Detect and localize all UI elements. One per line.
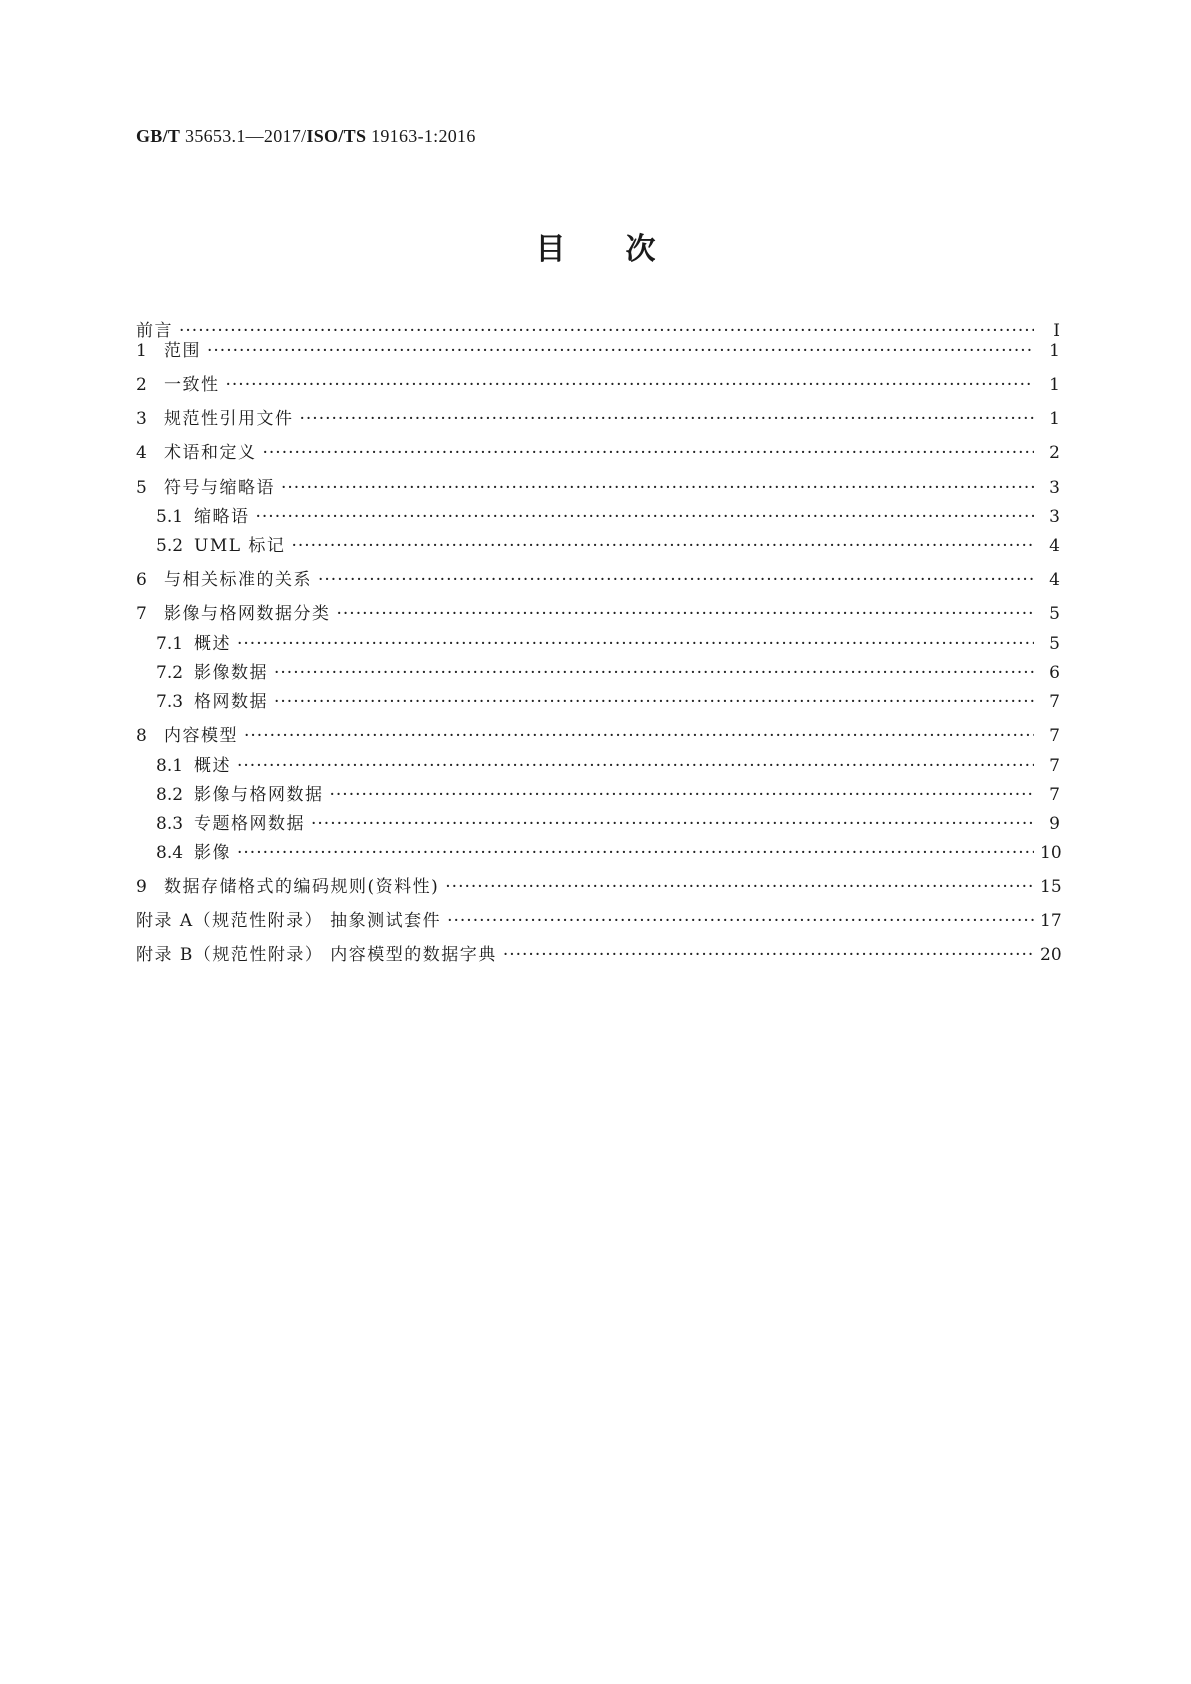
toc-entry-number: 8.4: [156, 843, 184, 863]
toc-leader: [330, 784, 1035, 806]
toc-entry-number: 7.3: [156, 692, 184, 712]
toc-title: 目次: [535, 232, 716, 267]
doc-code-isots: ISO/TS: [306, 126, 367, 146]
toc-entry-page: 5: [1049, 634, 1060, 654]
toc-entry-number: 7.2: [156, 663, 184, 683]
toc-entry-foreword[interactable]: [136, 320, 1060, 342]
toc-entry-text: 影像与格网数据分类: [164, 604, 331, 624]
toc-entry-5[interactable]: [136, 477, 1060, 499]
toc-entry-7-2[interactable]: [156, 662, 1060, 684]
toc-entry-text: 术语和定义: [164, 443, 257, 463]
toc-entry-text: 数据存储格式的编码规则(资料性): [164, 877, 440, 897]
toc-entry-page: 3: [1049, 478, 1060, 498]
toc-entry-page: 4: [1049, 570, 1060, 590]
toc-leader: [237, 842, 1034, 864]
toc-entry-number: 2: [136, 375, 147, 395]
toc-entry-page: 15: [1040, 877, 1062, 897]
toc-entry-page: 9: [1049, 814, 1060, 834]
toc-entry-number: 7.1: [156, 634, 184, 654]
toc-entry-page: 17: [1040, 911, 1062, 931]
toc-leader: [274, 662, 1034, 684]
toc-entry-6[interactable]: [136, 569, 1060, 591]
toc-leader: [291, 535, 1034, 557]
toc-entry-text: 内容模型: [164, 726, 238, 746]
toc-leader: [237, 755, 1034, 777]
toc-entry-text: 附录 B（规范性附录） 内容模型的数据字典: [136, 945, 497, 965]
toc-entry-text: 影像与格网数据: [194, 785, 324, 805]
toc-entry-page: 1: [1049, 409, 1060, 429]
toc-leader: [263, 442, 1035, 464]
toc-entry-page: 6: [1049, 663, 1060, 683]
doc-code-iso-number: 19163-1:2016: [366, 126, 476, 146]
toc-entry-8[interactable]: [136, 725, 1060, 747]
toc-entry-8-2[interactable]: [156, 784, 1060, 806]
toc-entry-text: 前言: [136, 321, 173, 341]
toc-leader: [337, 603, 1035, 625]
toc-entry-annex-b[interactable]: [136, 944, 1060, 966]
toc-leader: [445, 876, 1034, 898]
toc-entry-page: 7: [1049, 726, 1060, 746]
toc-entry-7-1[interactable]: [156, 633, 1060, 655]
toc-entry-number: 8.2: [156, 785, 184, 805]
toc-entry-number: 4: [136, 443, 147, 463]
toc-entry-2[interactable]: [136, 374, 1060, 396]
toc-entry-text: 影像数据: [194, 663, 268, 683]
toc-entry-text: UML 标记: [194, 536, 286, 556]
toc-entry-page: 5: [1049, 604, 1060, 624]
toc-leader: [244, 725, 1034, 747]
toc-entry-8-3[interactable]: [156, 813, 1060, 835]
toc-entry-7[interactable]: [136, 603, 1060, 625]
toc-entry-number: 8.1: [156, 756, 184, 776]
toc-entry-number: 8.3: [156, 814, 184, 834]
toc-entry-page: 7: [1049, 692, 1060, 712]
toc-entry-1[interactable]: [136, 340, 1060, 362]
toc-leader: [179, 320, 1034, 342]
toc-leader: [226, 374, 1035, 396]
toc-entry-4[interactable]: [136, 442, 1060, 464]
toc-entry-page: 20: [1040, 945, 1062, 965]
toc-leader: [281, 477, 1034, 499]
toc-entry-number: 8: [136, 726, 147, 746]
toc-entry-number: 1: [136, 341, 147, 361]
toc-leader: [256, 506, 1035, 528]
toc-entry-number: 6: [136, 570, 147, 590]
toc-entry-text: 格网数据: [194, 692, 268, 712]
toc-entry-8-1[interactable]: [156, 755, 1060, 777]
toc-entry-number: 3: [136, 409, 147, 429]
toc-entry-text: 与相关标准的关系: [164, 570, 312, 590]
toc-entry-text: 专题格网数据: [194, 814, 305, 834]
toc-leader: [447, 910, 1034, 932]
toc-entry-number: 5.1: [156, 507, 184, 527]
toc-entry-number: 9: [136, 877, 147, 897]
toc-entry-text: 概述: [194, 756, 231, 776]
toc-entry-page: 1: [1049, 375, 1060, 395]
toc-entry-text: 一致性: [164, 375, 220, 395]
toc-entry-page: 4: [1049, 536, 1060, 556]
toc-leader: [503, 944, 1034, 966]
toc-entry-text: 符号与缩略语: [164, 478, 275, 498]
toc-entry-page: 7: [1049, 785, 1060, 805]
toc-entry-3[interactable]: [136, 408, 1060, 430]
toc-leader: [300, 408, 1035, 430]
toc-leader: [318, 569, 1034, 591]
toc-entry-page: 7: [1049, 756, 1060, 776]
toc-entry-text: 规范性引用文件: [164, 409, 294, 429]
toc-entry-text: 附录 A（规范性附录） 抽象测试套件: [136, 911, 442, 931]
doc-code-gbt: GB/T: [136, 126, 181, 146]
toc-entry-page: 3: [1049, 507, 1060, 527]
toc-entry-text: 概述: [194, 634, 231, 654]
toc-entry-page: Ⅰ: [1053, 321, 1060, 341]
document-code-header: [136, 126, 476, 147]
toc-entry-text: 缩略语: [194, 507, 250, 527]
toc-entry-5-1[interactable]: [156, 506, 1060, 528]
toc-entry-number: 7: [136, 604, 147, 624]
toc-entry-9[interactable]: [136, 876, 1060, 898]
toc-entry-number: 5.2: [156, 536, 184, 556]
toc-entry-5-2[interactable]: [156, 535, 1060, 557]
toc-entry-text: 范围: [164, 341, 201, 361]
toc-entry-8-4[interactable]: [156, 842, 1060, 864]
toc-entry-page: 2: [1049, 443, 1060, 463]
toc-entry-page: 1: [1049, 341, 1060, 361]
toc-entry-annex-a[interactable]: [136, 910, 1060, 932]
toc-leader: [237, 633, 1034, 655]
toc-entry-number: 5: [136, 478, 147, 498]
toc-leader: [311, 813, 1034, 835]
toc-entry-text: 影像: [194, 843, 231, 863]
toc-entry-7-3[interactable]: [156, 691, 1060, 713]
toc-leader: [274, 691, 1034, 713]
doc-code-number: 35653.1—2017/: [180, 126, 307, 146]
toc-entry-page: 10: [1040, 843, 1062, 863]
toc-leader: [207, 340, 1034, 362]
